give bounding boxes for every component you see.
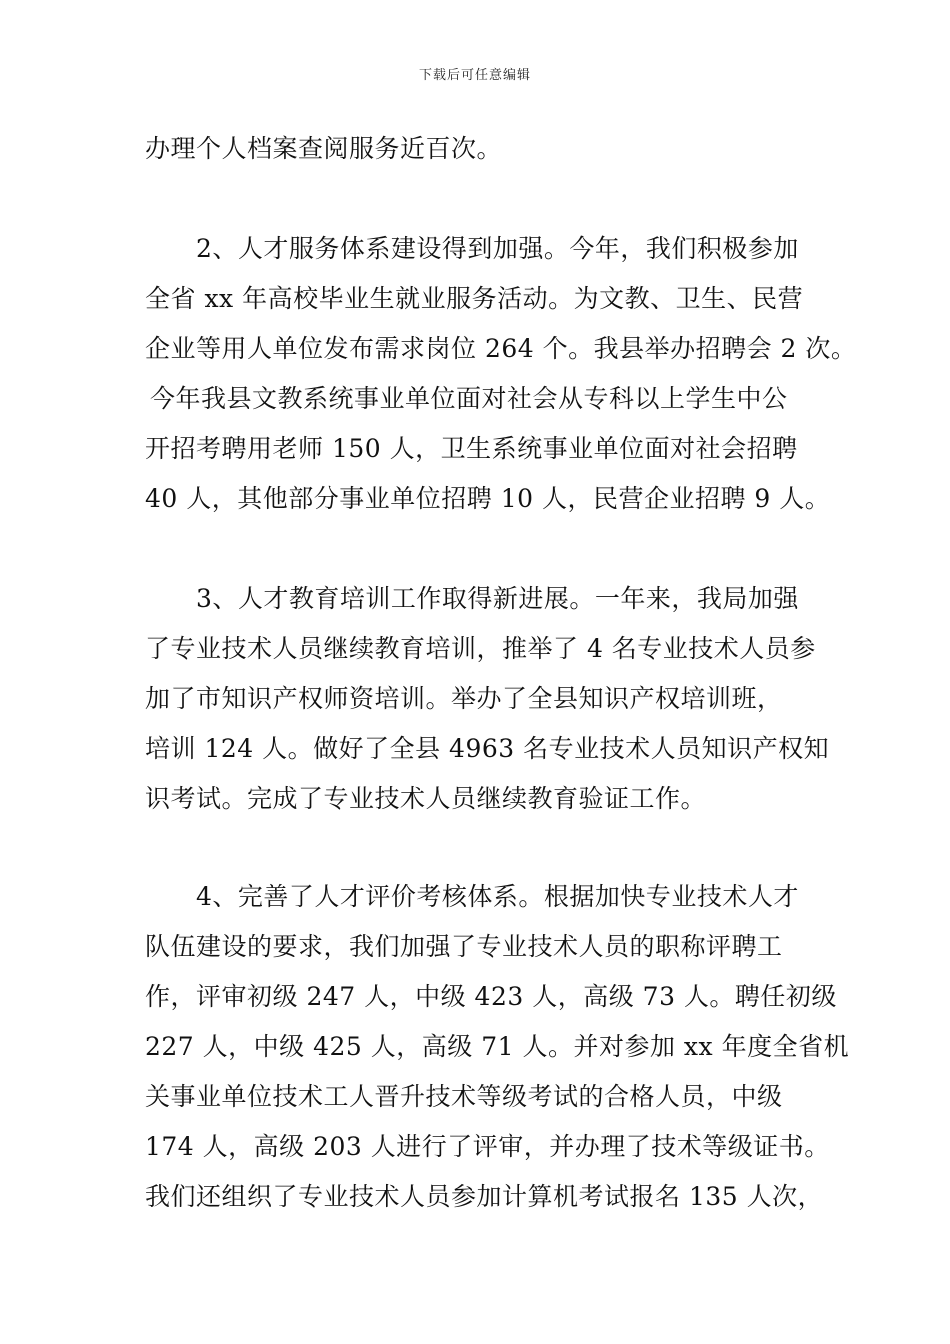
text-line: 全省 xx 年高校毕业生就业服务活动。为文教、卫生、民营 <box>145 284 804 313</box>
text-line: 了专业技术人员继续教育培训，推举了 4 名专业技术人员参 <box>145 634 816 663</box>
text-line: 40 人，其他部分事业单位招聘 10 人，民营企业招聘 9 人。 <box>145 484 831 513</box>
page-header: 下载后可任意编辑 <box>418 68 531 83</box>
paragraph-first-line: 2、人才服务体系建设得到加强。今年，我们积极参加 <box>196 234 799 263</box>
text-line: 培训 124 人。做好了全县 4963 名专业技术人员知识产权知 <box>145 734 830 763</box>
text-line: 今年我县文教系统事业单位面对社会从专科以上学生中公 <box>150 384 788 413</box>
text-line: 企业等用人单位发布需求岗位 264 个。我县举办招聘会 2 次。 <box>145 334 857 363</box>
text-line: 关事业单位技术工人晋升技术等级考试的合格人员，中级 <box>145 1082 783 1111</box>
text-line: 作，评审初级 247 人，中级 423 人，高级 73 人。聘任初级 <box>145 982 837 1011</box>
text-line: 识考试。完成了专业技术人员继续教育验证工作。 <box>145 784 707 813</box>
text-line: 办理个人档案查阅服务近百次。 <box>145 134 503 163</box>
text-line: 队伍建设的要求，我们加强了专业技术人员的职称评聘工 <box>145 932 783 961</box>
paragraph-first-line: 4、完善了人才评价考核体系。根据加快专业技术人才 <box>196 882 799 911</box>
text-line: 加了市知识产权师资培训。举办了全县知识产权培训班， <box>145 684 783 713</box>
text-line: 我们还组织了专业技术人员参加计算机考试报名 135 人次， <box>145 1182 824 1211</box>
paragraph-first-line: 3、人才教育培训工作取得新进展。一年来，我局加强 <box>196 584 799 613</box>
text-line: 227 人，中级 425 人，高级 71 人。并对参加 xx 年度全省机 <box>145 1032 850 1061</box>
text-line: 174 人，高级 203 人进行了评审，并办理了技术等级证书。 <box>145 1132 830 1161</box>
text-line: 开招考聘用老师 150 人，卫生系统事业单位面对社会招聘 <box>145 434 798 463</box>
